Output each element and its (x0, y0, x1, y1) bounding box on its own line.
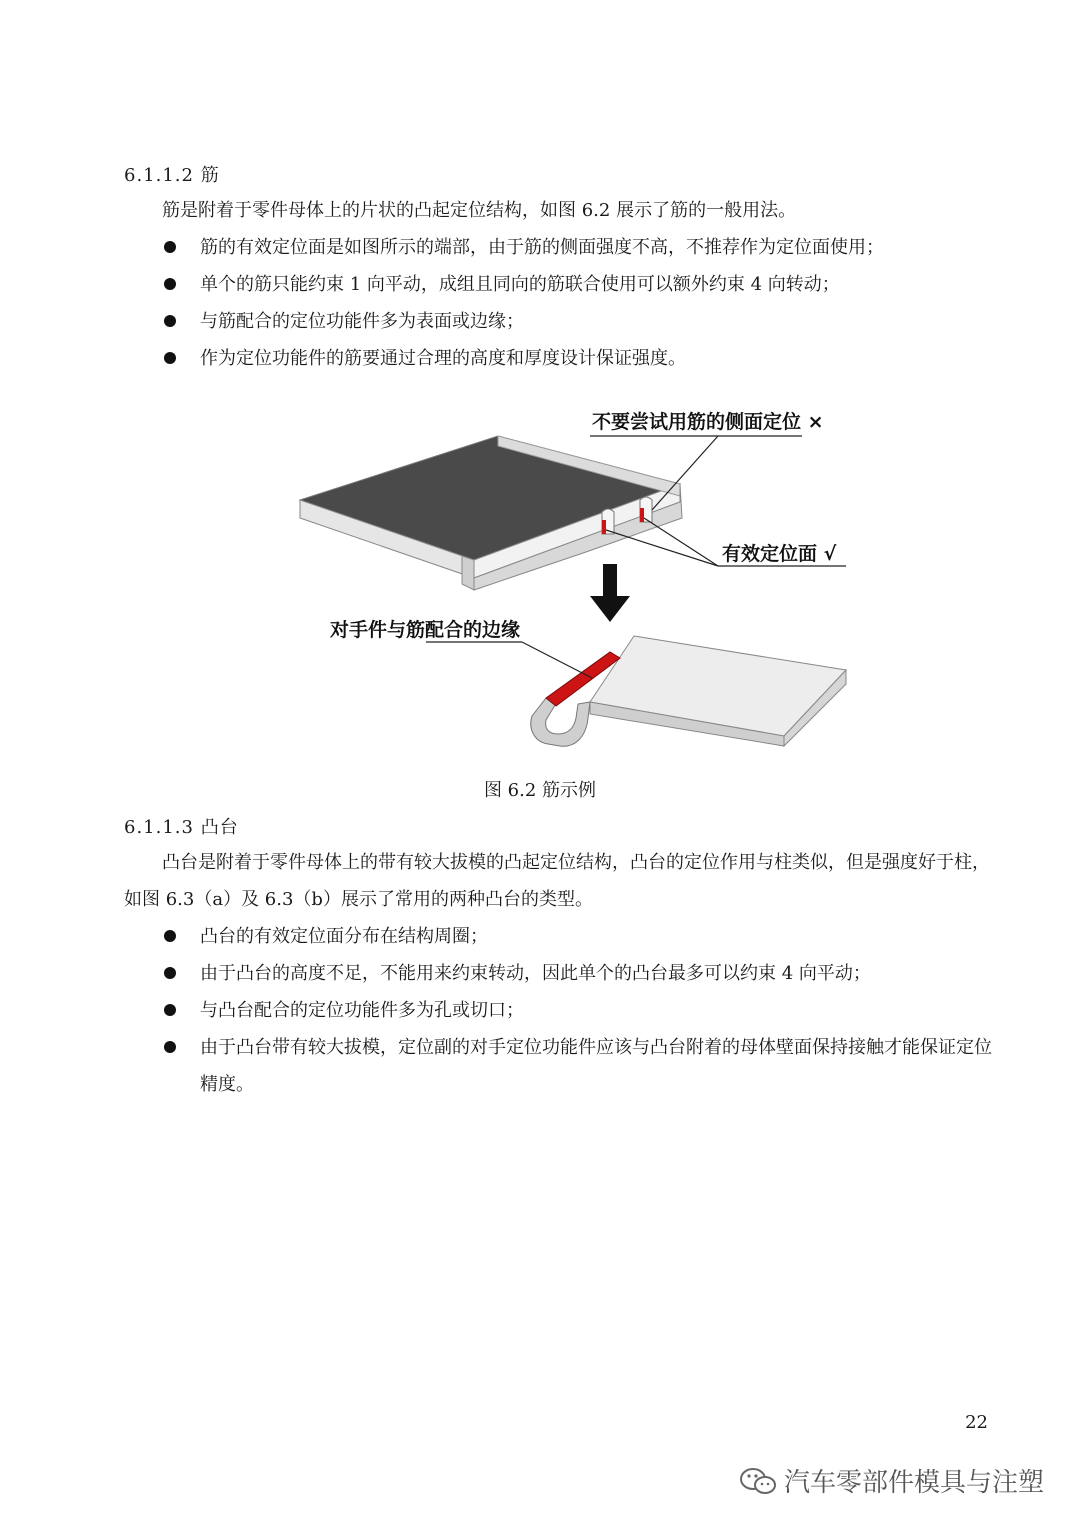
bullet-dot-icon (164, 967, 176, 979)
figure-caption: 图 6.2 筋示例 (483, 780, 597, 801)
list-item: 凸台的有效定位面分布在结构周圈； (0, 918, 1080, 955)
rib-example-figure (290, 400, 870, 760)
parent-part-illustration (300, 436, 682, 590)
boss-bullet-list (0, 918, 1080, 1103)
rib-bullet-list (0, 229, 1080, 377)
list-item: 作为定位功能件的筋要通过合理的高度和厚度设计保证强度。 (0, 340, 1080, 377)
list-item: 筋的有效定位面是如图所示的端部，由于筋的侧面强度不高，不推荐作为定位面使用； (0, 229, 1080, 266)
watermark (738, 1462, 1044, 1499)
rib-intro-paragraph: 筋是附着于零件母体上的片状的凸起定位结构，如图 6.2 展示了筋的一般用法。 (162, 200, 797, 221)
bullet-dot-icon (164, 315, 176, 327)
bullet-dot-icon (164, 1041, 176, 1053)
bullet-dot-icon (164, 278, 176, 290)
down-arrow-icon (590, 564, 630, 622)
bullet-dot-icon (164, 241, 176, 253)
list-item: 由于凸台的高度不足，不能用来约束转动，因此单个的凸台最多可以约束 4 向平动； (0, 955, 1080, 992)
list-item: 单个的筋只能约束 1 向平动，成组且同向的筋联合使用可以额外约束 4 向转动； (0, 266, 1080, 303)
bullet-dot-icon (164, 930, 176, 942)
callout-mating-edge: 对手件与筋配合的边缘 (330, 619, 521, 641)
watermark-text: 汽车零部件模具与注塑 (783, 1468, 1044, 1498)
boss-intro-paragraph: 凸台是附着于零件母体上的带有较大拔模的凸起定位结构，凸台的定位作用与柱类似，但是强度好于柱，如图 6.3（a）及 6.3（b）展示了常用的两种凸台的类型。 (124, 852, 990, 910)
list-item: 与筋配合的定位功能件多为表面或边缘； (0, 303, 1080, 340)
callout-side-face: 不要尝试用筋的侧面定位 × (592, 411, 824, 433)
list-item: 与凸台配合的定位功能件多为孔或切口； (0, 992, 1080, 1029)
page-number: 22 (965, 1412, 988, 1433)
list-item: 由于凸台带有较大拔模，定位副的对手定位功能件应该与凸台附着的母体壁面保持接触才能保证定位精度。 (0, 1029, 1080, 1103)
wechat-icon (738, 1466, 778, 1496)
mating-part-illustration (531, 636, 846, 746)
bullet-dot-icon (164, 352, 176, 364)
section-heading-boss: 6.1.1.3 凸台 (124, 817, 239, 838)
section-heading-rib: 6.1.1.2 筋 (124, 165, 220, 186)
callout-effective-face: 有效定位面 √ (722, 543, 837, 565)
bullet-dot-icon (164, 1004, 176, 1016)
